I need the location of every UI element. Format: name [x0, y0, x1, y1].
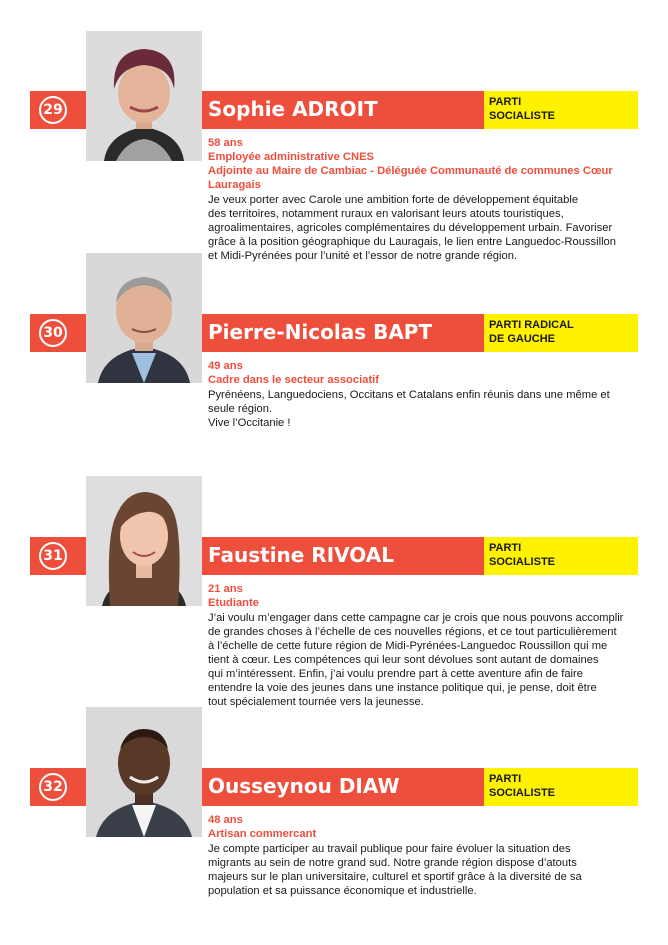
candidate-age: 48 ans [208, 814, 243, 826]
candidate-number: 30 [39, 319, 67, 347]
bio-line: qui m’intéressent. Enfin, j’ai voulu prendre part à cette aventure afin de faire [208, 668, 583, 680]
candidate-age: 58 ans [208, 137, 243, 149]
party-line: SOCIALISTE [489, 556, 556, 568]
bio-line: entendre la voie des jeunes dans une instance politique qui, je pense, doit être [208, 682, 597, 694]
candidate-age: 49 ans [208, 360, 243, 372]
candidate-role: Adjointe au Maire de Cambiac - Déléguée Communauté de communes Cœur Lauragais [208, 165, 613, 191]
bio-line: population et sa puissance économique et industrielle. [208, 885, 477, 897]
party-line: SOCIALISTE [489, 110, 556, 122]
candidate-bio [208, 842, 628, 898]
bio-line: Je veux porter avec Carole une ambition forte de développement équitable [208, 194, 579, 206]
bio-line: seule région. [208, 403, 273, 415]
candidate-photo [86, 253, 202, 383]
candidate-info [208, 136, 628, 263]
candidate-role: Etudiante [208, 597, 259, 609]
candidate-number: 29 [39, 96, 67, 124]
party-line: PARTI [489, 96, 522, 108]
bio-line: à l’échelle de cette future région de Midi-Pyrénées-Languedoc Roussillon qui me [208, 640, 608, 652]
candidate-bio [208, 193, 628, 263]
candidate-photo [86, 476, 202, 606]
bio-line: de grandes choses à l’échelle de ces nouvelles régions, et ce tout particulièrement [208, 626, 617, 638]
candidate-photo [86, 31, 202, 161]
party-label [484, 537, 638, 575]
bio-line: tout spécialement tournée vers la jeunesse. [208, 696, 424, 708]
party-line: SOCIALISTE [489, 787, 556, 799]
bio-line: des territoires, notamment ruraux en valorisant leurs atouts touristiques, [208, 208, 564, 220]
bio-line: grâce à la position géographique du Lauragais, le lien entre Languedoc-Roussillon [208, 236, 617, 248]
party-line: PARTI [489, 773, 522, 785]
candidate-info [208, 359, 628, 430]
party-label [484, 314, 638, 352]
candidate-name: Faustine RIVOAL [208, 543, 394, 567]
bio-line: majeurs sur le plan universitaire, culturel et sportif grâce à la diversité de sa [208, 871, 582, 883]
candidate-photo [86, 707, 202, 837]
party-line: PARTI RADICAL [489, 319, 574, 331]
candidate-name: Sophie ADROIT [208, 97, 378, 121]
bio-line: Vive l’Occitanie ! [208, 417, 291, 429]
party-label [484, 91, 638, 129]
party-line: PARTI [489, 542, 522, 554]
candidate-name: Ousseynou DIAW [208, 774, 400, 798]
bio-line: et Midi-Pyrénées pour l’unité et l’essor de notre grande région. [208, 250, 518, 262]
party-line: DE GAUCHE [489, 333, 556, 345]
candidate-bio [208, 611, 628, 709]
candidate-role: Cadre dans le secteur associatif [208, 374, 379, 386]
candidate-age: 21 ans [208, 583, 243, 595]
bio-line: Pyrénéens, Languedociens, Occitans et Catalans enfin réunis dans une même et [208, 389, 610, 401]
bio-line: migrants au sein de notre grand sud. Notre grande région dispose d’atouts [208, 857, 577, 869]
bio-line: J’ai voulu m’engager dans cette campagne car je crois que nous pouvons accomplir [208, 612, 624, 624]
party-label [484, 768, 638, 806]
bio-line: tient à cœur. Les compétences qui leur sont dévolues sont autant de domaines [208, 654, 599, 666]
bio-line: Je compte participer au travail publique pour faire évoluer la situation des [208, 843, 571, 855]
candidate-number: 31 [39, 542, 67, 570]
candidate-number: 32 [39, 773, 67, 801]
candidate-role: Artisan commercant [208, 828, 317, 840]
candidate-role: Employée administrative CNES [208, 151, 375, 163]
candidate-bio [208, 388, 628, 430]
bio-line: agroalimentaires, agricoles complémentaires du développement urbain. Favoriser [208, 222, 613, 234]
candidate-name: Pierre-Nicolas BAPT [208, 320, 433, 344]
candidate-info [208, 813, 628, 898]
candidate-info [208, 582, 628, 709]
